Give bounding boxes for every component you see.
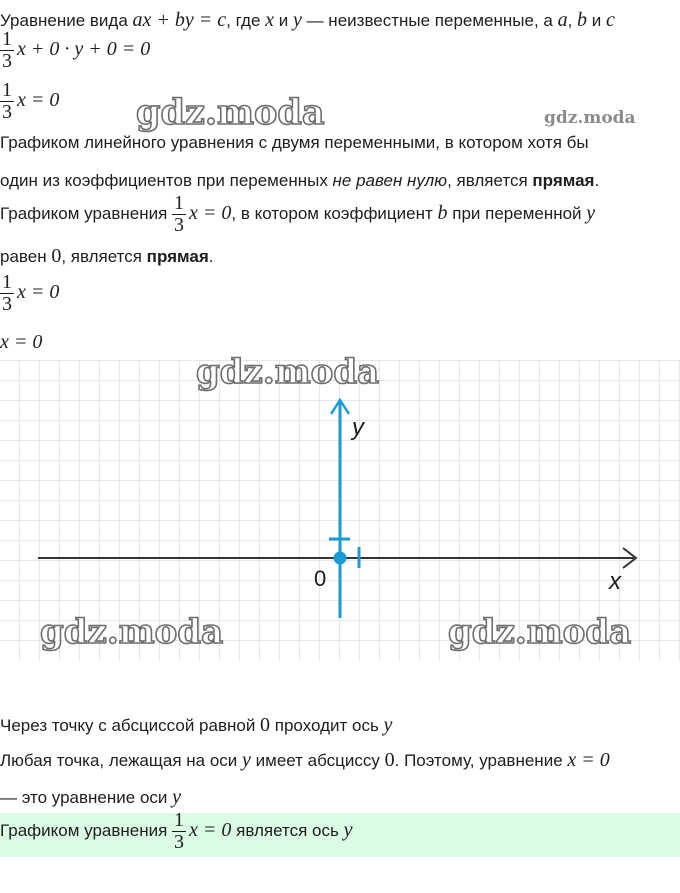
paragraph-text: равен [0,247,52,266]
fraction-numerator: 1 [2,271,12,293]
intro-text-5: и [587,11,606,30]
paragraph-graph-line-1 [0,193,595,236]
watermark-logo-small: gdz.moda [544,108,636,128]
inline-equation: x = 0 [567,749,610,771]
intro-text-1: Уравнение вида [0,11,133,30]
equation-rest: x = 0 [17,88,60,111]
watermark-logo: gdz.moda [136,92,325,133]
paragraph-text: — это уравнение оси [0,788,173,807]
number-zero: 0 [51,245,62,267]
watermark-logo: gdz.moda [448,612,632,652]
fraction-one-third [172,193,186,236]
watermark-logo: gdz.moda [40,612,224,652]
var-y: y [586,201,596,224]
y-axis-label: y [352,414,364,441]
bold-text: прямая [146,247,209,266]
coef-a: a [557,9,568,31]
paragraph-text: , является [61,247,147,266]
fraction-one-third [0,272,14,315]
paragraph-text: , является [447,171,533,190]
number-zero: 0 [384,749,395,771]
paragraph-text: . Поэтому, уравнение [394,751,568,770]
fraction-one-third [0,80,14,123]
emphasis-text: не равен нулю [332,171,448,190]
fraction-denominator: 3 [2,50,12,72]
paragraph-text: Графиком уравнения [0,203,173,223]
intro-comma: , [567,11,578,30]
fraction-numerator: 1 [174,809,185,831]
paragraph-text: . [208,247,214,266]
equation-full [0,29,150,72]
paragraph-line-2 [0,171,599,191]
paragraph-text: один из коэффициентов при переменных [0,171,333,190]
fraction-denominator: 3 [174,831,185,853]
inline-equation: x = 0 [189,818,232,841]
intro-text-2: , где [226,11,266,30]
coef-c: c [606,9,615,31]
explanation-line-2 [0,749,610,772]
coef-b: b [577,9,588,31]
paragraph-text: . [594,171,600,190]
equation-rest: x + 0 · y + 0 = 0 [17,37,151,60]
explanation-line-3 [0,786,181,809]
paragraph-text: , в котором коэффициент [231,203,438,223]
bold-text: прямая [532,171,595,190]
var-b: b [437,201,448,224]
paragraph-text: проходит ось [270,716,384,735]
number-zero: 0 [260,714,271,736]
var-y: y [292,9,302,31]
origin-label: 0 [314,566,327,591]
var-y: y [343,818,353,841]
x-axis-label: x [609,568,621,595]
fraction-one-third [172,810,186,853]
fraction-numerator: 1 [2,79,12,101]
var-y: y [172,786,182,808]
explanation-line-1 [0,714,392,737]
intro-text-3: и [274,11,293,30]
equation-simplified [0,80,59,123]
fraction-denominator: 3 [2,293,12,315]
paragraph-text: Графиком уравнения [0,820,173,840]
answer-line [0,810,352,853]
fraction-one-third [0,29,14,72]
paragraph-text: при переменной [447,203,587,223]
paragraph-text: имеет абсциссу [250,751,385,770]
paragraph-line-1: Графиком линейного уравнения с двумя переменными, в котором хотя бы [0,133,589,152]
paragraph-text: Любая точка, лежащая на оси [0,751,243,770]
fraction-numerator: 1 [2,28,12,50]
var-y: y [383,714,393,736]
general-equation: ax + by = c [132,9,227,31]
var-x: x [265,9,275,31]
paragraph-graph-line-2 [0,245,213,268]
equation-rest: x = 0 [17,280,60,303]
equation-x-equals-zero: x = 0 [0,331,43,353]
paragraph-text: Через точку с абсциссой равной [0,716,261,735]
origin-point [334,552,347,565]
fraction-denominator: 3 [174,214,185,236]
var-y: y [242,749,251,771]
intro-text-4: — неизвестные переменные, а [301,11,558,30]
fraction-numerator: 1 [174,192,185,214]
watermark-logo: gdz.moda [196,352,380,392]
fraction-denominator: 3 [2,101,12,123]
paragraph-text: является ось [231,820,344,840]
equation-third [0,272,59,315]
inline-equation: x = 0 [189,201,232,224]
